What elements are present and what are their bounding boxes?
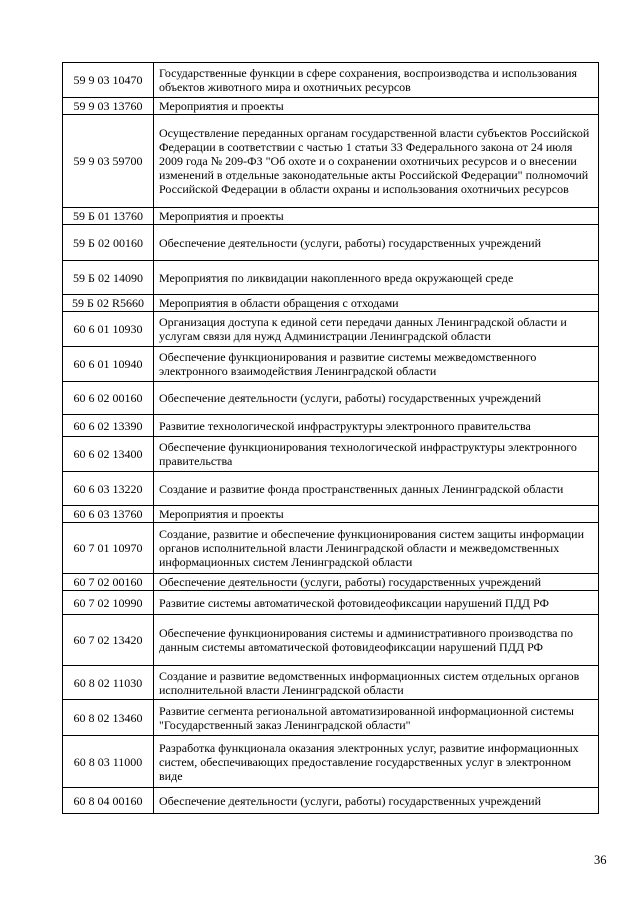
table-row bbox=[63, 312, 599, 347]
code-cell: 60 6 02 00160 bbox=[63, 382, 154, 415]
code-cell: 59 Б 02 14090 bbox=[63, 261, 154, 295]
description-cell: Обеспечение функционирования и развитие системы межведомственного электронного взаимодействия Ленинградской области bbox=[154, 347, 599, 382]
table-row bbox=[63, 347, 599, 382]
code-cell: 59 9 03 13760 bbox=[63, 98, 154, 115]
table-row bbox=[63, 574, 599, 591]
table-row bbox=[63, 666, 599, 700]
description-cell: Разработка функционала оказания электронных услуг, развитие информационных систем, обеспечивающих предоставление государственных услуг в электронном виде bbox=[154, 736, 599, 788]
table-row bbox=[63, 615, 599, 666]
description-cell: Развитие системы автоматической фотовидеофиксации нарушений ПДД РФ bbox=[154, 591, 599, 615]
code-cell: 60 8 04 00160 bbox=[63, 788, 154, 814]
table-row bbox=[63, 736, 599, 788]
description-cell: Создание, развитие и обеспечение функционирования систем защиты информации органов исполнительной власти Ленинградской области и межведомственных информационных систем Ленинградской области bbox=[154, 523, 599, 574]
table-row bbox=[63, 295, 599, 312]
code-cell: 60 7 02 00160 bbox=[63, 574, 154, 591]
code-cell: 60 8 03 11000 bbox=[63, 736, 154, 788]
code-cell: 60 7 01 10970 bbox=[63, 523, 154, 574]
table-row bbox=[63, 700, 599, 736]
table-row bbox=[63, 261, 599, 295]
table-row bbox=[63, 472, 599, 506]
table-row bbox=[63, 225, 599, 261]
description-cell: Мероприятия по ликвидации накопленного вреда окружающей среде bbox=[154, 261, 599, 295]
description-cell: Создание и развитие фонда пространственных данных Ленинградской области bbox=[154, 472, 599, 506]
code-cell: 59 9 03 59700 bbox=[63, 115, 154, 208]
table-row bbox=[63, 437, 599, 472]
table-row bbox=[63, 208, 599, 225]
description-cell: Обеспечение функционирования технологической инфраструктуры электронного правительства bbox=[154, 437, 599, 472]
description-cell: Обеспечение функционирования системы и административного производства по данным системы автоматической фотовидеофиксации нарушений ПДД РФ bbox=[154, 615, 599, 666]
code-cell: 60 6 02 13390 bbox=[63, 415, 154, 437]
table-row bbox=[63, 415, 599, 437]
table-row bbox=[63, 98, 599, 115]
description-cell: Организация доступа к единой сети передачи данных Ленинградской области и услугам связи для нужд Администрации Ленинградской области bbox=[154, 312, 599, 347]
code-cell: 60 8 02 11030 bbox=[63, 666, 154, 700]
table-row bbox=[63, 115, 599, 208]
table-row bbox=[63, 591, 599, 615]
description-cell: Мероприятия в области обращения с отходами bbox=[154, 295, 599, 312]
page-number: 36 bbox=[594, 853, 607, 867]
budget-code-table bbox=[62, 62, 599, 814]
code-cell: 60 6 03 13220 bbox=[63, 472, 154, 506]
code-cell: 59 Б 02 00160 bbox=[63, 225, 154, 261]
code-cell: 59 9 03 10470 bbox=[63, 63, 154, 98]
description-cell: Государственные функции в сфере сохранения, воспроизводства и использования объектов животного мира и охотничьих ресурсов bbox=[154, 63, 599, 98]
table-row bbox=[63, 63, 599, 98]
description-cell: Мероприятия и проекты bbox=[154, 98, 599, 115]
code-cell: 60 8 02 13460 bbox=[63, 700, 154, 736]
description-cell: Мероприятия и проекты bbox=[154, 208, 599, 225]
code-cell: 60 6 02 13400 bbox=[63, 437, 154, 472]
table-row bbox=[63, 382, 599, 415]
table-row bbox=[63, 523, 599, 574]
code-cell: 59 Б 01 13760 bbox=[63, 208, 154, 225]
description-cell: Обеспечение деятельности (услуги, работы) государственных учреждений bbox=[154, 382, 599, 415]
description-cell: Осуществление переданных органам государственной власти субъектов Российской Федерации в соответствии с частью 1 статьи 33 Федерального закона от 24 июля 2009 года № 209-ФЗ "Об охоте и о сохранении охотничьих ресурсов и о внесении изменений в отдельные законодательные акты Российской Федерации" полномочий Российской Федерации в области охраны и использования охотничьих ресурсов bbox=[154, 115, 599, 208]
description-cell: Развитие технологической инфраструктуры электронного правительства bbox=[154, 415, 599, 437]
code-cell: 60 6 01 10930 bbox=[63, 312, 154, 347]
code-cell: 60 7 02 13420 bbox=[63, 615, 154, 666]
description-cell: Обеспечение деятельности (услуги, работы) государственных учреждений bbox=[154, 225, 599, 261]
description-cell: Создание и развитие ведомственных информационных систем отдельных органов исполнительной власти Ленинградской области bbox=[154, 666, 599, 700]
description-cell: Обеспечение деятельности (услуги, работы) государственных учреждений bbox=[154, 574, 599, 591]
table-row bbox=[63, 788, 599, 814]
description-cell: Развитие сегмента региональной автоматизированной информационной системы "Государственный заказ Ленинградской области" bbox=[154, 700, 599, 736]
code-cell: 60 7 02 10990 bbox=[63, 591, 154, 615]
code-cell: 59 Б 02 R5660 bbox=[63, 295, 154, 312]
code-cell: 60 6 01 10940 bbox=[63, 347, 154, 382]
code-cell: 60 6 03 13760 bbox=[63, 506, 154, 523]
description-cell: Обеспечение деятельности (услуги, работы) государственных учреждений bbox=[154, 788, 599, 814]
description-cell: Мероприятия и проекты bbox=[154, 506, 599, 523]
table-row bbox=[63, 506, 599, 523]
